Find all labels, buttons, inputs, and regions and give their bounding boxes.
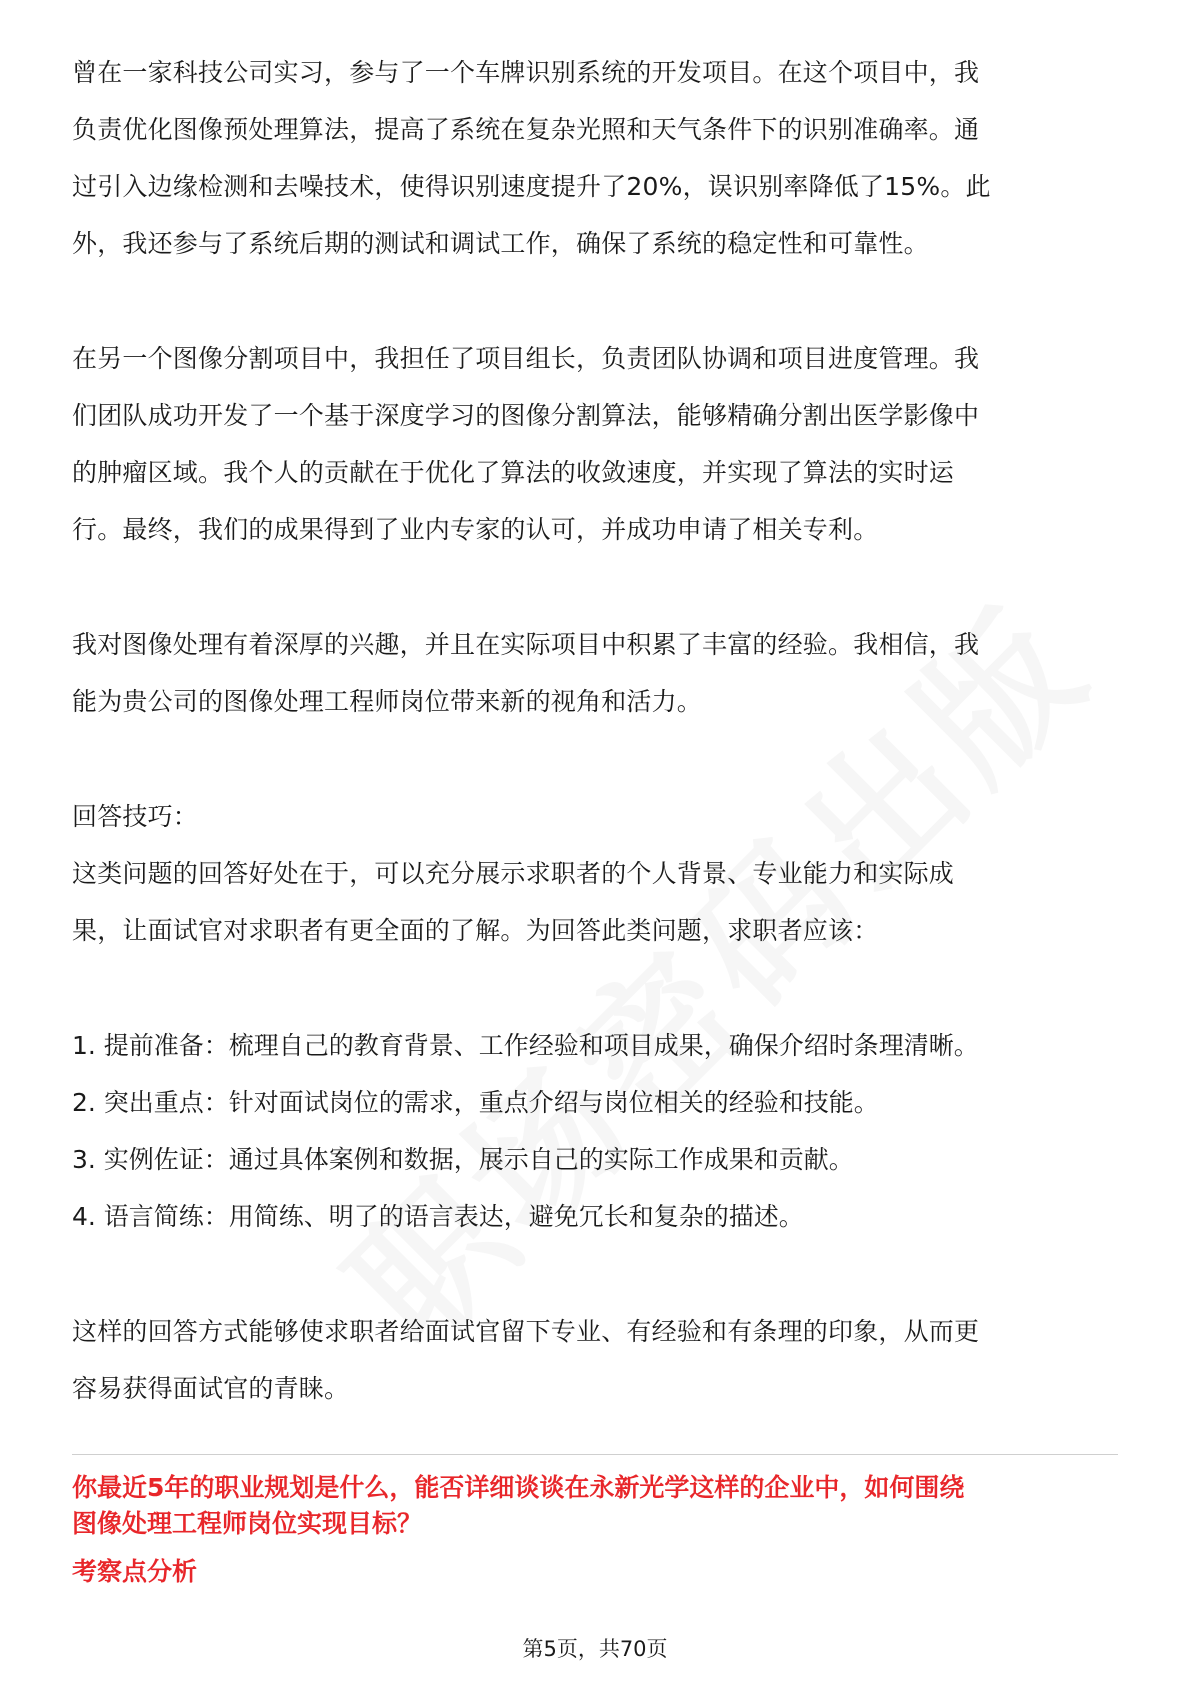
text-line: 过引入边缘检测和去噪技术，使得识别速度提升了20%，误识别率降低了15%。此 [72,172,991,201]
text-line: 负责优化图像预处理算法，提高了系统在复杂光照和天气条件下的识别准确率。通 [72,115,980,144]
text-line: 果，让面试官对求职者有更全面的了解。为回答此类问题，求职者应该： [72,916,879,945]
text-line: 们团队成功开发了一个基于深度学习的图像分割算法，能够精确分割出医学影像中 [72,401,980,430]
list-item: 4. 语言简练：用简练、明了的语言表达，避免冗长和复杂的描述。 [72,1202,804,1231]
text-line: 能为贵公司的图像处理工程师岗位带来新的视角和活力。 [72,687,703,716]
content-body [72,44,1118,1417]
paragraph-internship [72,44,1118,272]
paragraph-tips [72,845,1118,959]
section-title: 考察点分析 [72,1557,198,1586]
section-divider [72,1454,1118,1455]
text-line: 这样的回答方式能够使求职者给面试官留下专业、有经验和有条理的印象，从而更 [72,1317,980,1346]
tips-heading: 回答技巧： [72,802,199,831]
paragraph-conclusion [72,1303,1118,1417]
tips-list [72,1017,1118,1245]
text-line: 这类问题的回答好处在于，可以充分展示求职者的个人背景、专业能力和实际成 [72,859,955,888]
text-line: 外，我还参与了系统后期的测试和调试工作，确保了系统的稳定性和可靠性。 [72,229,929,258]
question-line: 图像处理工程师岗位实现目标？ [72,1509,423,1538]
list-item: 3. 实例佐证：通过具体案例和数据，展示自己的实际工作成果和贡献。 [72,1145,854,1174]
text-line: 我对图像处理有着深厚的兴趣，并且在实际项目中积累了丰富的经验。我相信，我 [72,630,980,659]
page-footer: 第5页，共70页 [522,1637,668,1661]
text-line: 曾在一家科技公司实习，参与了一个车牌识别系统的开发项目。在这个项目中，我 [72,58,980,87]
paragraph-interest [72,616,1118,730]
text-line: 的肿瘤区域。我个人的贡献在于优化了算法的收敛速度，并实现了算法的实时运 [72,458,955,487]
interview-question [72,1470,1132,1542]
list-item: 2. 突出重点：针对面试岗位的需求，重点介绍与岗位相关的经验和技能。 [72,1088,879,1117]
text-line: 容易获得面试官的青睐。 [72,1374,350,1403]
text-line: 行。最终，我们的成果得到了业内专家的认可，并成功申请了相关专利。 [72,515,879,544]
question-line: 你最近5年的职业规划是什么，能否详细谈谈在永新光学这样的企业中，如何围绕 [72,1473,965,1502]
list-item: 1. 提前准备：梳理自己的教育背景、工作经验和项目成果，确保介绍时条理清晰。 [72,1031,979,1060]
paragraph-segmentation-project [72,330,1118,558]
text-line: 在另一个图像分割项目中，我担任了项目组长，负责团队协调和项目进度管理。我 [72,344,980,373]
